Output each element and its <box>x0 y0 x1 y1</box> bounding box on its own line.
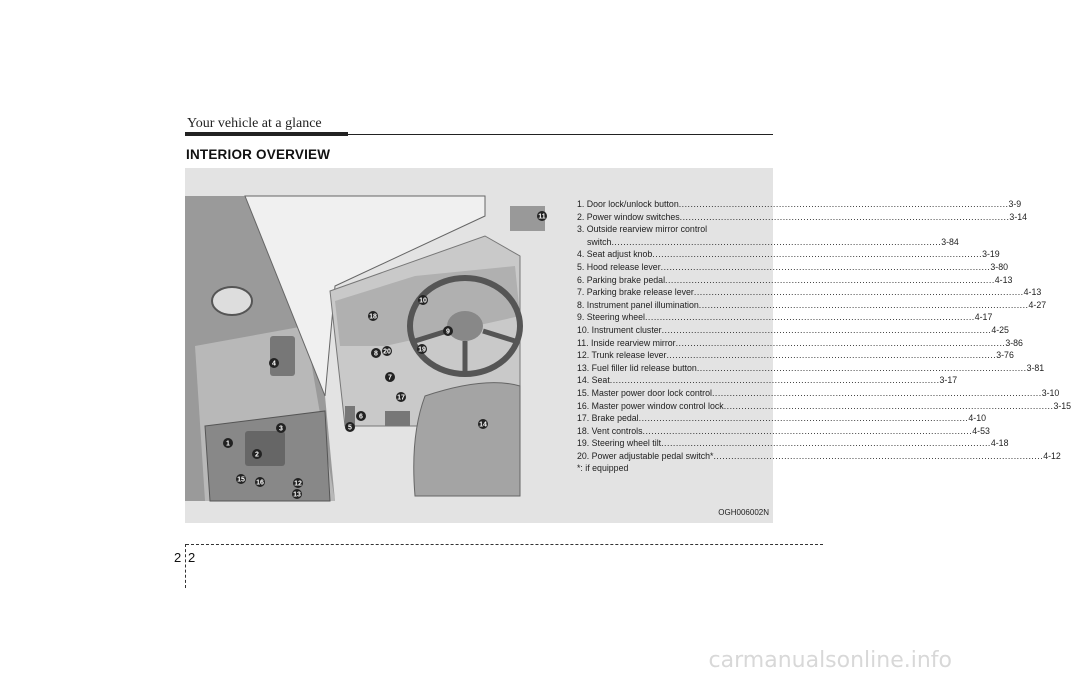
svg-text:10: 10 <box>419 297 427 305</box>
footnote: *: if equipped <box>577 463 629 474</box>
svg-text:19: 19 <box>418 346 426 354</box>
legend-item-label: 10. Instrument cluster <box>577 324 662 335</box>
leader-dots <box>645 311 975 324</box>
leader-dots <box>680 211 1010 224</box>
svg-text:17: 17 <box>397 394 405 402</box>
image-code: OGH006002N <box>718 508 769 517</box>
legend-item <box>577 261 1008 274</box>
legend-item-label: 1. Door lock/unlock button <box>577 199 679 209</box>
legend-item <box>577 437 1009 450</box>
legend-item <box>577 400 1071 413</box>
leader-dots <box>643 425 973 438</box>
legend-item-label: 7. Parking brake release lever <box>577 287 694 298</box>
svg-text:14: 14 <box>479 421 487 429</box>
legend-item <box>577 198 1022 211</box>
legend-item <box>577 450 1061 463</box>
legend-item-page: 3-17 <box>939 375 958 386</box>
header-rule <box>348 134 773 135</box>
legend-item-label: 14. Seat <box>577 375 610 386</box>
leader-dots <box>676 337 1006 350</box>
leader-dots <box>661 261 991 274</box>
legend-item-page: 4-18 <box>990 438 1009 449</box>
watermark: carmanualsonline.info <box>708 648 952 673</box>
legend-item-page: 3-15 <box>1053 400 1071 411</box>
leader-dots <box>665 274 995 287</box>
legend-item-page: 4-10 <box>968 413 986 424</box>
svg-text:3: 3 <box>279 425 283 433</box>
legend-item-label: 4. Seat adjust knob <box>577 249 653 260</box>
legend-item-page: 4-25 <box>991 324 1009 335</box>
svg-text:11: 11 <box>538 213 546 221</box>
legend-item-label: 11. Inside rearview mirror <box>577 337 676 348</box>
legend-item <box>577 274 1013 287</box>
chapter-number: 2 <box>174 550 182 565</box>
legend-item-page: 3-76 <box>996 350 1014 361</box>
footer-divider <box>185 544 186 588</box>
legend-item-label: 15. Master power door lock control <box>577 387 712 398</box>
legend-item <box>577 349 1014 362</box>
leader-dots <box>699 299 1029 312</box>
legend-item <box>577 362 1045 375</box>
legend-item-page: 4-12 <box>1043 450 1061 461</box>
legend-item <box>577 286 1042 299</box>
leader-dots <box>713 450 1043 463</box>
svg-text:8: 8 <box>374 350 378 358</box>
legend-item <box>577 374 958 387</box>
legend-list <box>577 198 1071 475</box>
leader-dots <box>611 236 941 249</box>
legend-item-label: 12. Trunk release lever <box>577 350 667 361</box>
legend-item <box>577 324 1009 337</box>
legend-item <box>577 412 986 425</box>
legend-item-label: 19. Steering wheel tilt <box>577 438 662 449</box>
svg-text:5: 5 <box>348 424 352 432</box>
leader-dots <box>679 198 1009 211</box>
legend-item <box>577 299 1047 312</box>
svg-text:9: 9 <box>446 328 450 336</box>
leader-dots <box>724 400 1054 413</box>
legend-item <box>577 236 959 249</box>
leader-dots <box>694 286 1024 299</box>
legend-item <box>577 425 990 438</box>
legend-item-label: 2. Power window switches <box>577 211 680 222</box>
legend-item-label: 3. Outside rearview mirror control <box>577 224 708 235</box>
svg-text:7: 7 <box>388 374 392 382</box>
legend-item-page: 4-13 <box>994 274 1013 285</box>
legend-item-page: 3-19 <box>982 249 1000 260</box>
section-title: INTERIOR OVERVIEW <box>186 147 331 162</box>
legend-item <box>577 248 1000 261</box>
leader-dots <box>639 412 969 425</box>
svg-text:12: 12 <box>294 480 302 488</box>
legend-item-page: 3-80 <box>990 261 1008 272</box>
car-interior-illustration <box>185 196 546 501</box>
svg-text:1: 1 <box>226 440 230 448</box>
legend-item-label: switch <box>587 236 612 247</box>
legend-item-page: 4-17 <box>974 312 993 323</box>
legend-item <box>577 211 1028 224</box>
leader-dots <box>662 324 992 337</box>
chapter-title: Your vehicle at a glance <box>187 116 322 131</box>
legend-item-page: 3-86 <box>1005 337 1023 348</box>
legend-item-page: 3-10 <box>1041 387 1060 398</box>
legend-item-label: 9. Steering wheel <box>577 312 645 323</box>
legend-item-label: 18. Vent controls <box>577 425 643 436</box>
legend-item-label: 20. Power adjustable pedal switch* <box>577 450 714 461</box>
leader-dots <box>610 374 940 387</box>
leader-dots <box>666 349 996 362</box>
legend-item-label: 6. Parking brake pedal <box>577 274 666 285</box>
leader-dots <box>652 248 982 261</box>
svg-text:13: 13 <box>293 491 301 499</box>
legend-item-page: 4-27 <box>1028 299 1047 310</box>
footer-rule <box>186 544 823 545</box>
legend-item-page: 4-13 <box>1023 287 1042 298</box>
leader-dots <box>661 437 991 450</box>
svg-text:2: 2 <box>255 451 259 459</box>
legend-item-label: 5. Hood release lever <box>577 261 661 272</box>
svg-text:15: 15 <box>237 476 245 484</box>
legend-item-page: 3-14 <box>1009 211 1028 222</box>
svg-text:20: 20 <box>383 348 391 356</box>
legend-item-page: 3-9 <box>1008 199 1022 209</box>
legend-item <box>577 223 769 236</box>
svg-text:4: 4 <box>272 360 276 368</box>
svg-text:18: 18 <box>369 313 377 321</box>
svg-text:16: 16 <box>256 479 264 487</box>
header-bar <box>185 132 348 136</box>
svg-text:6: 6 <box>359 413 363 421</box>
legend-item <box>577 387 1060 400</box>
page-number: 2 <box>188 550 196 565</box>
legend-item <box>577 311 993 324</box>
legend-item-label: 17. Brake pedal <box>577 413 639 424</box>
legend-item <box>577 337 1023 350</box>
legend-item-label: 8. Instrument panel illumination <box>577 299 699 310</box>
legend-item-label: 16. Master power window control lock <box>577 400 724 411</box>
leader-dots <box>712 387 1042 400</box>
leader-dots <box>697 362 1027 375</box>
legend-item-label: 13. Fuel filler lid release button <box>577 362 697 373</box>
legend-item-page: 4-53 <box>972 425 990 436</box>
legend-item-page: 3-81 <box>1026 362 1045 373</box>
legend-item-page: 3-84 <box>941 236 959 247</box>
illustration-panel <box>185 168 1071 523</box>
